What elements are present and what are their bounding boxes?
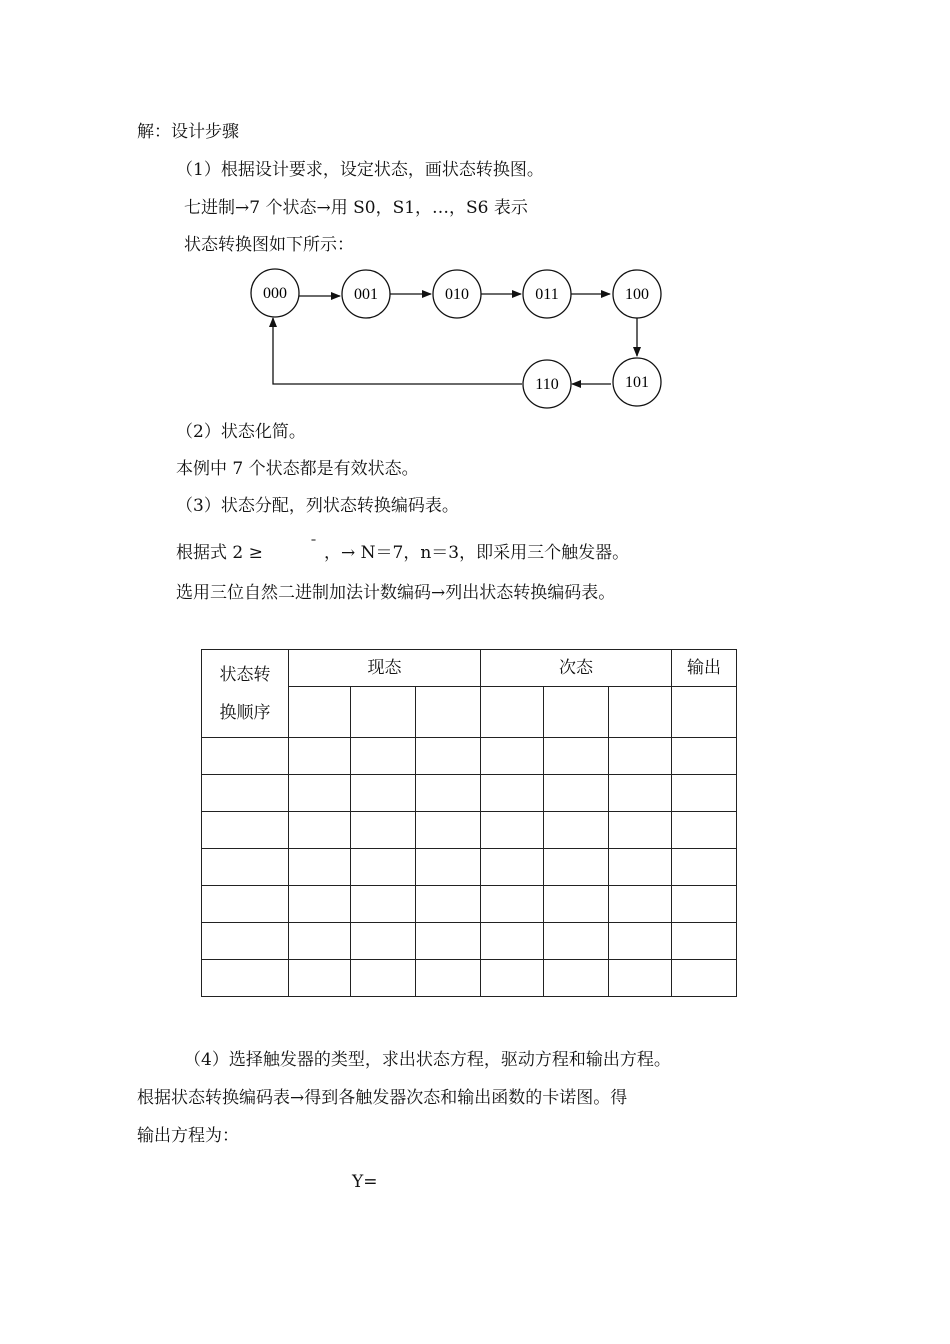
table-cell	[202, 812, 289, 849]
table-cell	[289, 687, 351, 738]
table-cell	[416, 738, 481, 775]
table-cell	[609, 775, 672, 812]
table-cell	[202, 923, 289, 960]
table-cell	[289, 812, 351, 849]
table-cell	[481, 775, 544, 812]
state-encoding-table	[201, 649, 737, 997]
table-row	[202, 738, 737, 775]
table-cell	[672, 960, 737, 997]
table-cell	[481, 960, 544, 997]
table-row	[202, 886, 737, 923]
state-node-000	[251, 269, 299, 317]
table-cell	[416, 687, 481, 738]
table-cell	[544, 923, 609, 960]
table-cell	[672, 923, 737, 960]
table-row	[202, 923, 737, 960]
state-label: 110	[535, 376, 559, 393]
table-cell	[544, 812, 609, 849]
state-node-010	[433, 270, 481, 318]
state-label: 000	[263, 285, 287, 302]
table-cell	[481, 687, 544, 738]
state-node-101	[613, 358, 661, 406]
state-node-110	[523, 360, 571, 408]
table-cell	[351, 849, 416, 886]
table-cell	[672, 775, 737, 812]
table-cell	[351, 923, 416, 960]
state-label: 101	[625, 374, 649, 391]
output-equation: Y=	[352, 1172, 378, 1192]
table-cell	[481, 849, 544, 886]
solution-heading: 解：设计步骤	[137, 122, 239, 142]
col-order-line2: 换顺序	[219, 702, 271, 723]
table-cell	[416, 923, 481, 960]
table-cell	[416, 849, 481, 886]
table-cell	[544, 775, 609, 812]
step-1-detail: 七进制→7 个状态→用 S0，S1，…，S6 表示	[184, 198, 528, 218]
col-order-header	[202, 650, 289, 738]
table-cell	[672, 886, 737, 923]
table-cell	[416, 960, 481, 997]
table-cell	[202, 849, 289, 886]
state-node-100	[613, 270, 661, 318]
table-cell	[544, 738, 609, 775]
table-cell	[289, 886, 351, 923]
table-cell	[351, 775, 416, 812]
table-cell	[289, 775, 351, 812]
table-cell	[544, 960, 609, 997]
table-cell	[351, 687, 416, 738]
table-cell	[609, 849, 672, 886]
table-cell	[609, 923, 672, 960]
table-cell	[544, 849, 609, 886]
col-order-line1: 状态转	[219, 664, 271, 685]
step-3-formula-prefix: 根据式 2 ≥	[176, 543, 263, 563]
table-cell	[672, 849, 737, 886]
step-4-line2: 根据状态转换编码表→得到各触发器次态和输出函数的卡诺图。得	[137, 1088, 628, 1108]
step-3-formula-suffix: ，→ N＝7，n＝3，即采用三个触发器。	[324, 543, 630, 563]
table-cell	[672, 738, 737, 775]
table-cell	[609, 886, 672, 923]
table-cell	[289, 738, 351, 775]
col-next-header: 次态	[481, 650, 672, 687]
table-cell	[351, 812, 416, 849]
step-2-detail: 本例中 7 个状态都是有效状态。	[176, 459, 419, 479]
state-label: 010	[445, 286, 469, 303]
table-row	[202, 849, 737, 886]
table-cell	[481, 886, 544, 923]
step-3-formula-mark: ˉ	[310, 538, 317, 554]
table-cell	[416, 775, 481, 812]
table-cell	[289, 849, 351, 886]
table-cell	[544, 687, 609, 738]
table-cell	[481, 923, 544, 960]
table-cell	[416, 886, 481, 923]
state-transition-diagram	[240, 260, 680, 420]
diagram-intro: 状态转换图如下所示：	[184, 235, 354, 255]
table-cell	[672, 687, 737, 738]
table-cell	[609, 687, 672, 738]
table-row	[202, 812, 737, 849]
step-4-line3: 输出方程为：	[137, 1126, 239, 1146]
table-cell	[609, 960, 672, 997]
table-cell	[481, 738, 544, 775]
table-cell	[416, 812, 481, 849]
col-present-header: 现态	[289, 650, 481, 687]
table-cell	[351, 960, 416, 997]
state-label: 100	[625, 286, 649, 303]
table-cell	[609, 738, 672, 775]
table-cell	[609, 812, 672, 849]
step-1: （1）根据设计要求，设定状态，画状态转换图。	[176, 160, 544, 180]
step-2: （2）状态化简。	[176, 422, 306, 442]
table-cell	[351, 738, 416, 775]
step-3-detail: 选用三位自然二进制加法计数编码→列出状态转换编码表。	[176, 583, 616, 603]
arrow-110-000	[273, 318, 522, 384]
table-row	[202, 960, 737, 997]
table-cell	[544, 886, 609, 923]
state-label: 011	[535, 286, 559, 303]
step-4: （4）选择触发器的类型，求出状态方程，驱动方程和输出方程。	[184, 1050, 671, 1070]
table-cell	[481, 812, 544, 849]
step-3: （3）状态分配，列状态转换编码表。	[176, 496, 459, 516]
col-output-header: 输出	[672, 650, 737, 687]
state-label: 001	[354, 286, 378, 303]
table-cell	[202, 886, 289, 923]
table-cell	[202, 775, 289, 812]
state-node-011	[523, 270, 571, 318]
table-cell	[289, 923, 351, 960]
table-cell	[289, 960, 351, 997]
table-cell	[202, 738, 289, 775]
table-row	[202, 775, 737, 812]
table-cell	[351, 886, 416, 923]
table-cell	[672, 812, 737, 849]
state-node-001	[342, 270, 390, 318]
table-cell	[202, 960, 289, 997]
